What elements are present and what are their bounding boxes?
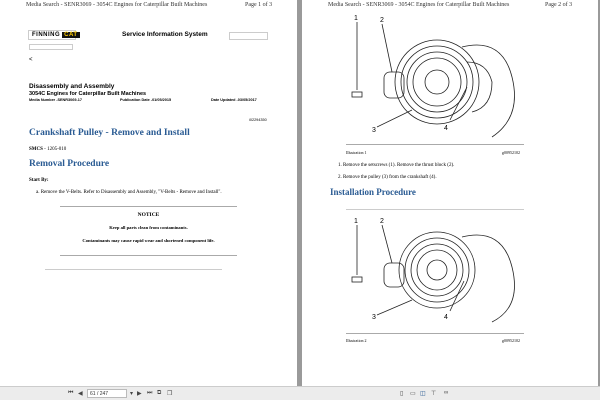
fit-width-icon[interactable]: ⊤ <box>431 391 437 397</box>
start-by: Start By: <box>29 178 49 183</box>
smcs-label: SMCS <box>29 147 43 152</box>
doc-id: i02294350 <box>249 118 267 122</box>
callout-4: 4 <box>444 314 448 321</box>
notice-text-1: Keep all parts clean from contaminants. <box>109 225 188 230</box>
step-2: 2. Remove the pulley (3) from the crankshaft (4). <box>338 175 437 180</box>
page-header: Media Search - SENR3069 - 3054C Engines for Caterpillar Built Machines <box>328 2 510 8</box>
page-dropdown-icon[interactable]: ▾ <box>130 391 134 397</box>
callout-2: 2 <box>380 17 384 24</box>
smcs-value: - 1205-010 <box>42 147 67 152</box>
callout-1: 1 <box>354 15 358 22</box>
page-input[interactable]: 61 / 247 <box>87 389 127 398</box>
illustration-2-id: g00952102 <box>502 338 520 343</box>
sis-title: Service Information System <box>122 31 208 38</box>
single-page-icon[interactable]: ▯ <box>400 391 404 397</box>
last-page-icon[interactable]: ⏭ <box>147 390 153 396</box>
section-heading: Installation Procedure <box>330 187 416 197</box>
two-page-icon[interactable]: ◫ <box>420 391 426 397</box>
next-page-icon[interactable]: ▶ <box>137 391 142 397</box>
notice-title: NOTICE <box>137 212 160 218</box>
bookmark-icon[interactable]: ⧉ <box>157 390 162 396</box>
more-icon[interactable]: ∞ <box>444 390 449 396</box>
callout-4: 4 <box>444 125 448 132</box>
doc-subtitle: 3054C Engines for Caterpillar Built Machines <box>29 91 147 97</box>
callout-1: 1 <box>354 218 358 225</box>
publication-date: Publication Date -01/05/2015 <box>120 98 172 102</box>
smcs <box>29 147 66 152</box>
pdf-page-1 <box>0 0 297 386</box>
step-a: a. Remove the V-Belts. Refer to Disassembly and Assembly, "V-Belts - Remove and Install". <box>36 190 222 195</box>
step-1: 1. Remove the setscrews (1). Remove the thrust block (2). <box>338 163 455 168</box>
section-heading: Removal Procedure <box>29 159 110 169</box>
callout-3: 3 <box>372 127 376 134</box>
prev-page-icon[interactable]: ◀ <box>78 391 83 397</box>
notice-text-2: Contaminants may cause rapid wear and shortened component life. <box>82 238 215 243</box>
callout-3: 3 <box>372 314 376 321</box>
illustration-1-id: g00952102 <box>502 150 520 155</box>
page-number: Page 1 of 3 <box>245 2 273 8</box>
copy-icon[interactable]: ❐ <box>167 391 173 397</box>
illustration-2-caption: Illustration 2 <box>346 338 367 343</box>
illustration-2 <box>342 215 522 330</box>
pdf-page-2 <box>302 0 598 386</box>
callout-2: 2 <box>380 218 384 225</box>
back-link[interactable]: < <box>29 57 33 63</box>
page-header: Media Search - SENR3069 - 3054C Engines for Caterpillar Built Machines <box>26 2 208 8</box>
doc-type: Disassembly and Assembly <box>29 83 115 90</box>
illustration-1-caption: Illustration 1 <box>346 150 367 155</box>
input-box <box>29 44 73 50</box>
finning-cat-logo: FINNING CAT <box>28 30 76 40</box>
continuous-icon[interactable]: ▭ <box>410 391 416 397</box>
page-number: Page 2 of 3 <box>545 2 573 8</box>
date-updated: Date Updated -03/05/2017 <box>211 98 257 102</box>
illustration-1 <box>342 12 522 140</box>
page-title: Crankshaft Pulley - Remove and Install <box>29 128 190 138</box>
first-page-icon[interactable]: ⏮ <box>68 390 74 396</box>
media-number: Media Number -SENR3069-17 <box>29 98 82 102</box>
input-box <box>229 32 268 40</box>
pdf-toolbar <box>0 386 600 400</box>
